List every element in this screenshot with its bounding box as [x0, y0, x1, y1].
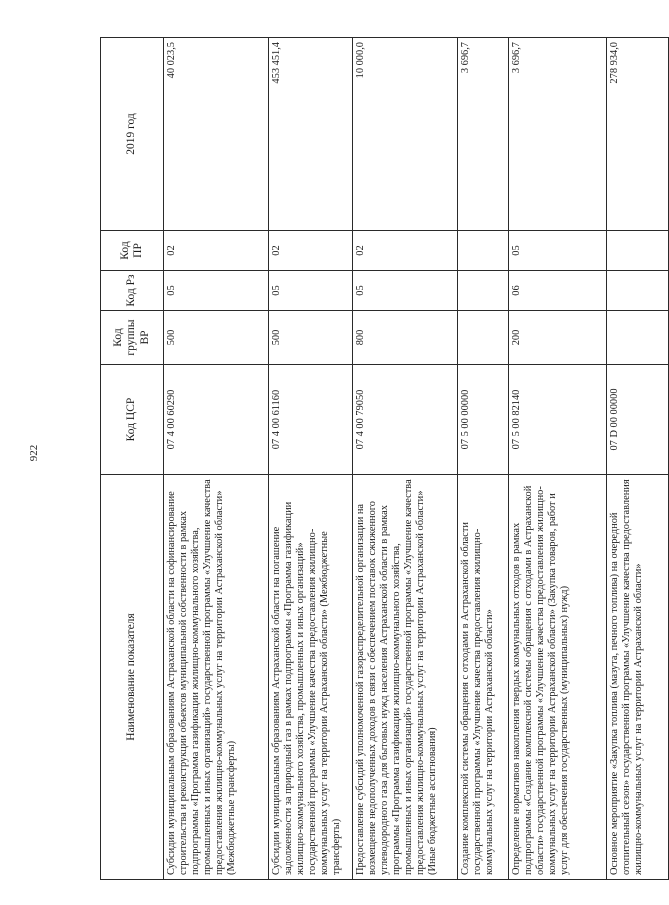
row-sum: 10 000,0	[353, 38, 458, 231]
row-sum: 278 934,0	[607, 38, 669, 231]
table-row	[164, 38, 269, 880]
header-rz: Код Рз	[101, 271, 164, 311]
row-vr: 500	[269, 311, 353, 365]
row-csr: 07 4 00 61160	[269, 365, 353, 475]
row-vr: 800	[353, 311, 458, 365]
header-sum: 2019 год	[101, 38, 164, 231]
row-vr: 500	[164, 311, 269, 365]
row-csr: 07 5 00 82140	[509, 365, 607, 475]
table-row	[458, 38, 509, 880]
row-vr	[607, 311, 669, 365]
page-number: 922	[28, 444, 40, 462]
header-csr: Код ЦСР	[101, 365, 164, 475]
row-name: Определение нормативов накопления твердых коммунальных отходов в рамках подпрограммы «Создание комплексной системы обращения с отходами в Астраханской области» государственной программы «Улучшение качества предоставления жилищно-коммунальных услуг на территории Астраханской области» (Закупка товаров, работ и услуг для обеспечения государственных (муниципальных) нужд)	[509, 475, 607, 880]
table-row	[509, 38, 607, 880]
row-vr	[458, 311, 509, 365]
row-sum: 3 696,7	[458, 38, 509, 231]
row-rz: 05	[164, 271, 269, 311]
table-header-row	[101, 38, 164, 880]
row-sum: 40 023,5	[164, 38, 269, 231]
row-csr: 07 4 00 79050	[353, 365, 458, 475]
row-csr: 07 5 00 00000	[458, 365, 509, 475]
row-csr: 07 4 00 60290	[164, 365, 269, 475]
header-vr: Код группы ВР	[101, 311, 164, 365]
header-pr: Код ПР	[101, 231, 164, 271]
rotated-table-page	[100, 38, 645, 880]
row-rz: 05	[353, 271, 458, 311]
row-pr: 02	[353, 231, 458, 271]
header-name: Наименование показателя	[101, 475, 164, 880]
budget-table	[100, 37, 669, 880]
row-pr	[458, 231, 509, 271]
row-pr	[607, 231, 669, 271]
row-name: Субсидии муниципальным образованиям Астраханской области на софинансирование строительства и реконструкции объектов муниципальной собственности в рамках подпрограммы «Программа газификации жилищно-коммунального хозяйства, промышленных и иных организаций» государственной программы «Улучшение качества предоставления жилищно-коммунальных услуг на территории Астраханской области» (Межбюджетные трансферты)	[164, 475, 269, 880]
row-sum: 453 451,4	[269, 38, 353, 231]
row-name: Субсидии муниципальным образованиям Астраханской области на погашение задолженности за природный газ в рамках подпрограммы «Программа газификации жилищно-коммунального хозяйства, промышленных и иных организаций» государственной программы «Улучшение качества предоставления жилищно-коммунальных услуг на территории Астраханской области» (Межбюджетные трансферты)	[269, 475, 353, 880]
row-pr: 05	[509, 231, 607, 271]
row-sum: 3 696,7	[509, 38, 607, 231]
table-row	[353, 38, 458, 880]
row-rz: 06	[509, 271, 607, 311]
row-name: Создание комплексной системы обращения с отходами в Астраханской области государственной программы «Улучшение качества предоставления жилищно-коммунальных услуг на территории Астраханской области»	[458, 475, 509, 880]
table-row	[269, 38, 353, 880]
row-rz: 05	[269, 271, 353, 311]
row-name: Предоставление субсидий уполномоченной газораспределительной организации на возмещение недополученных доходов в связи с обеспечением поставок сжиженного углеводородного газа для бытовых нужд населения Астраханской области в рамках программы «Программа газификации жилищно-коммунального хозяйства, промышленных и иных организаций» государственной программы «Улучшение качества предоставления жилищно-коммунальных услуг на территории Астраханской области» (Иные бюджетные ассигнования)	[353, 475, 458, 880]
row-vr: 200	[509, 311, 607, 365]
row-pr: 02	[269, 231, 353, 271]
row-rz	[458, 271, 509, 311]
row-csr: 07 D 00 00000	[607, 365, 669, 475]
table-row	[607, 38, 669, 880]
row-rz	[607, 271, 669, 311]
row-name: Основное мероприятие «Закупка топлива (мазута, печного топлива) на очередной отопительный сезон» государственной программы «Улучшение качества предоставления жилищно-коммунальных услуг на территории Астраханской области»	[607, 475, 669, 880]
row-pr: 02	[164, 231, 269, 271]
